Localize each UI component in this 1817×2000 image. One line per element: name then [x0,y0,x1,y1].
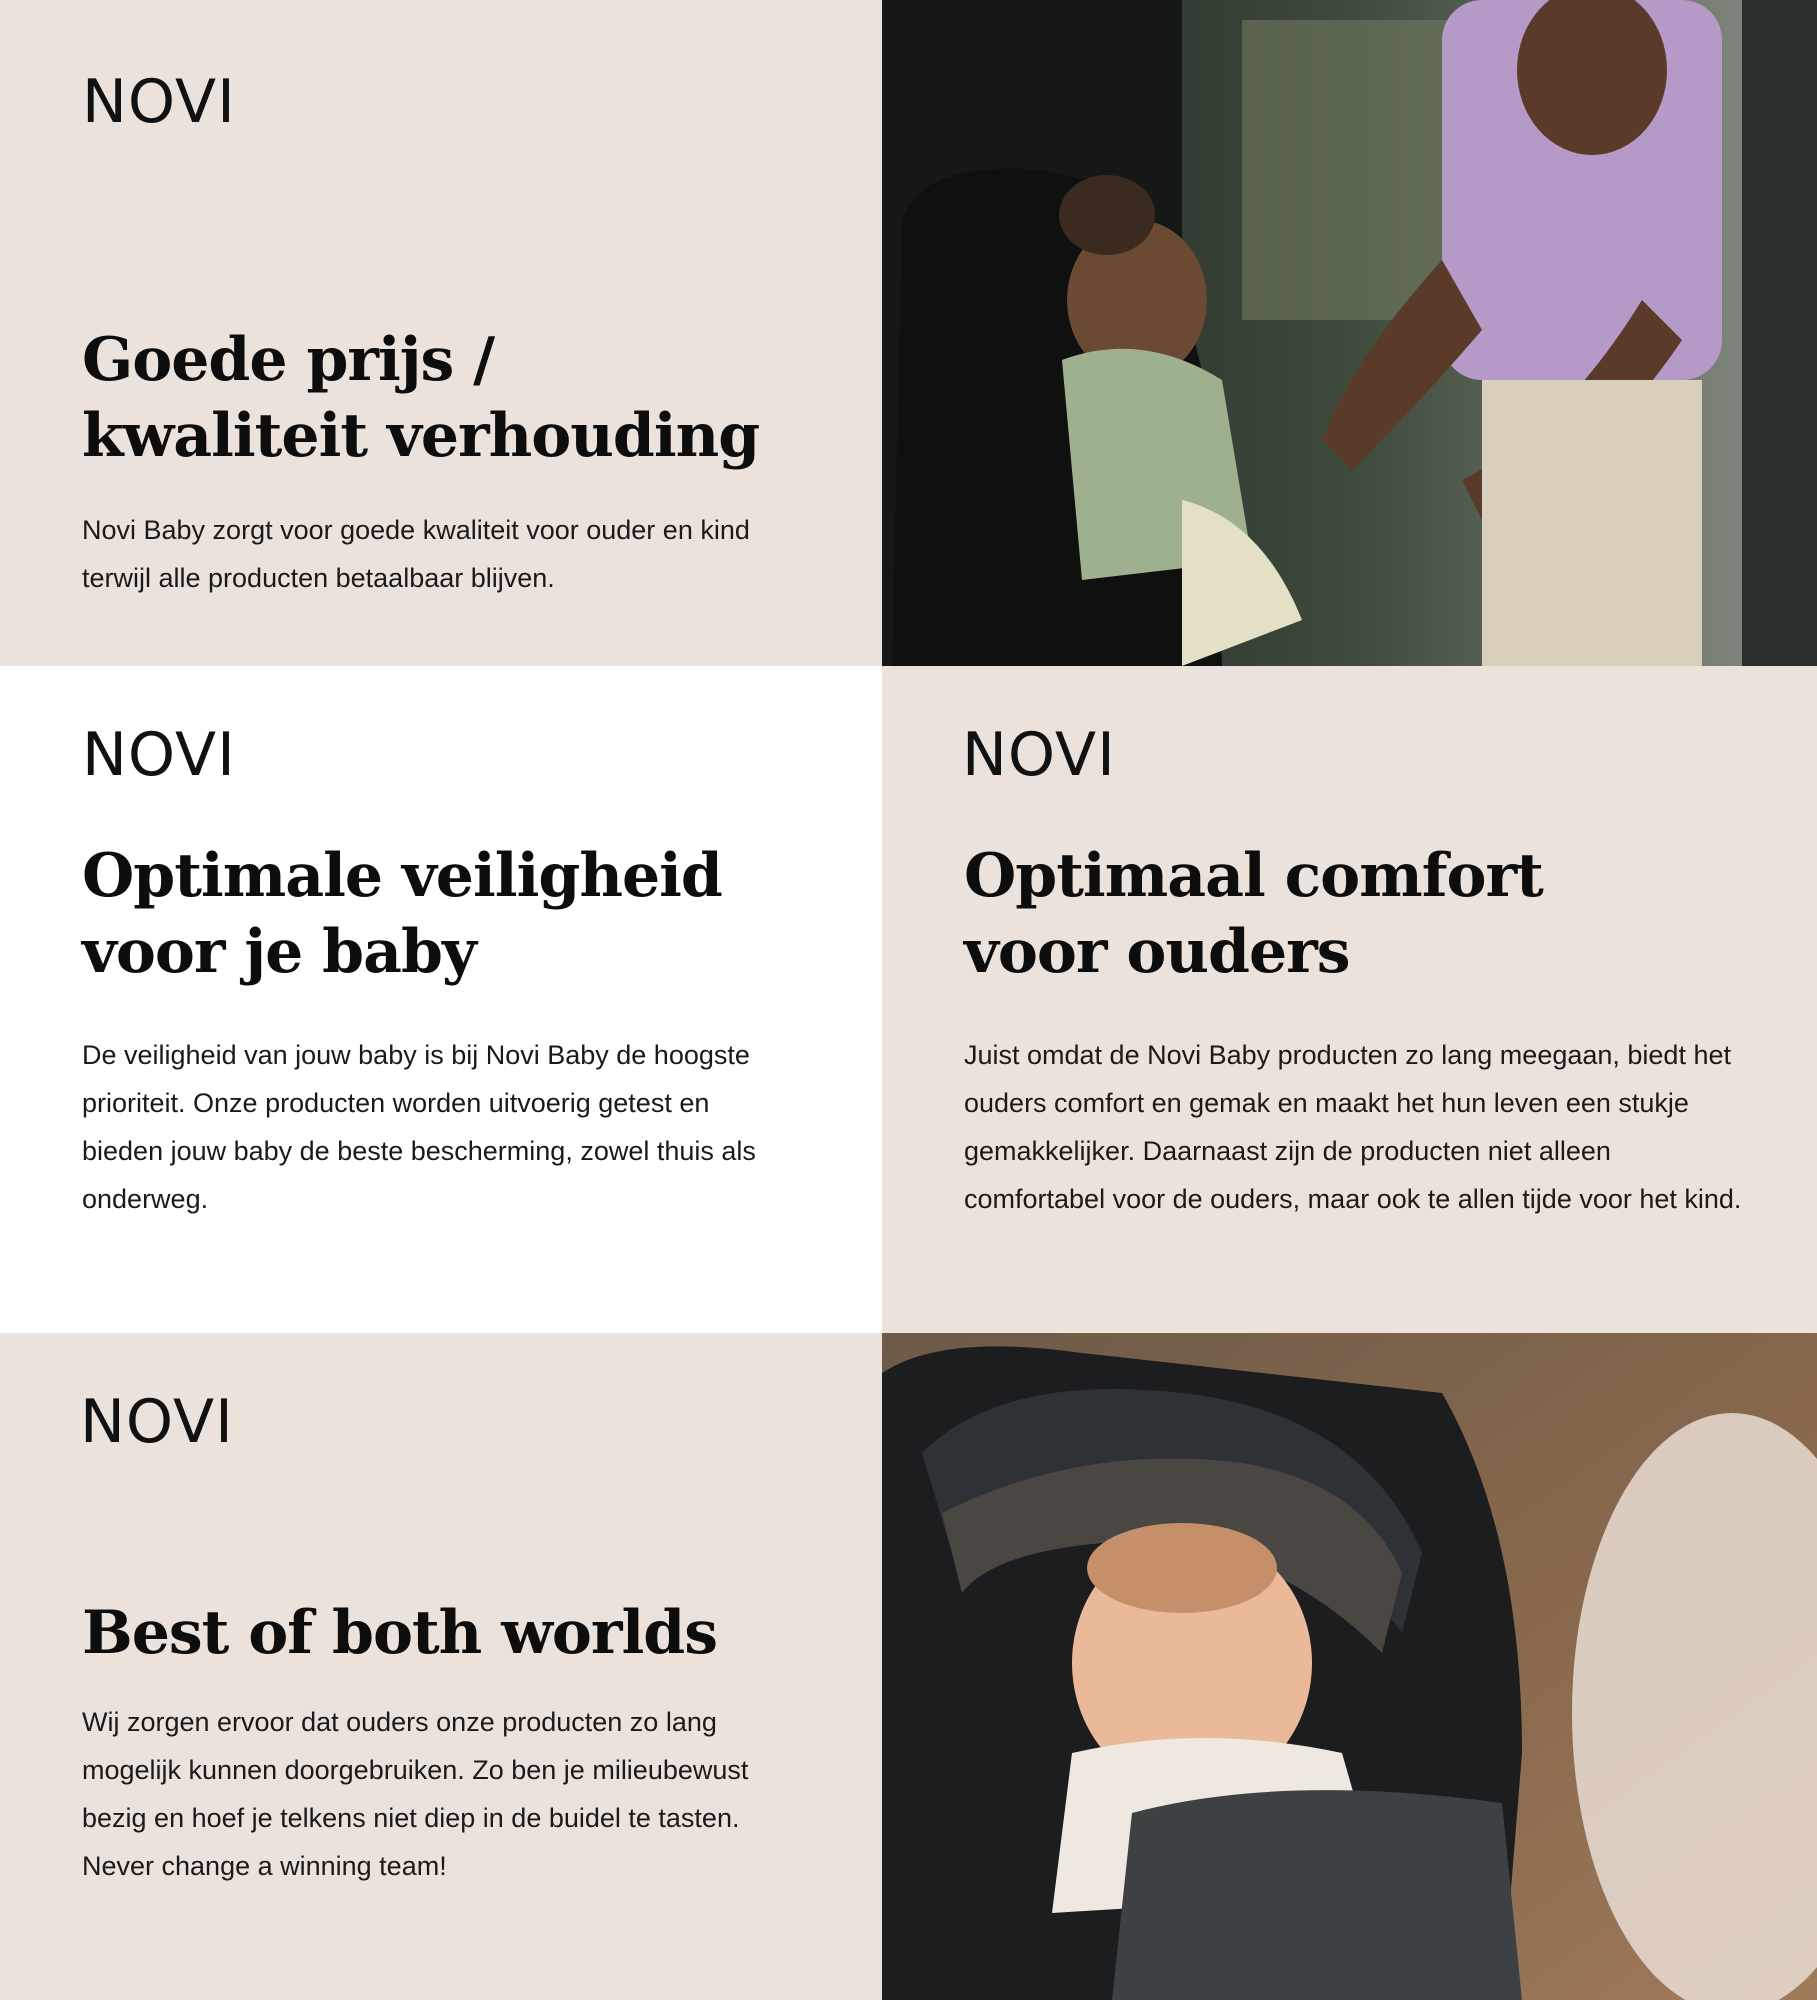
section-comfort [882,666,1817,1333]
novi-logo: NOVI [80,1387,234,1457]
car-seat-image [882,0,1817,666]
section-heading [82,838,722,990]
section-body: Juist omdat de Novi Baby producten zo lang meegaan, biedt het ouders comfort en gemak en maakt het hun leven een stukje gemakkelijker. Daarnaast zijn de producten niet alleen comfortabel voor de ouders, maar ook te allen tijde voor het kind. [964,1040,1742,1214]
heading-line: Goede prijs / [82,325,495,395]
heading-line: voor ouders [964,917,1350,987]
heading-line: kwaliteit verhouding [82,401,760,471]
section-price-quality [0,0,882,666]
section-body: Novi Baby zorgt voor goede kwaliteit voor ouder en kind terwijl alle producten betaalbaar blijven. [82,515,750,593]
novi-logo: NOVI [962,720,1116,790]
section-best-of-both [0,1333,882,2000]
novi-logo: NOVI [82,67,236,137]
section-safety [0,666,882,1333]
section-heading [82,322,759,474]
heading-line: Optimaal comfort [964,841,1543,911]
stroller-photo [882,1333,1817,2000]
heading-line: voor je baby [82,917,476,987]
section-body: Wij zorgen ervoor dat ouders onze producten zo lang mogelijk kunnen doorgebruiken. Zo ben je milieubewust bezig en hoef je telkens niet diep in de buidel te tasten. Never change a winning team! [82,1707,749,1881]
section-body: De veiligheid van jouw baby is bij Novi Baby de hoogste prioriteit. Onze producten worden uitvoerig getest en bieden jouw baby de beste bescherming, zowel thuis als onderweg. [82,1040,756,1214]
heading-line: Best of both worlds [82,1598,717,1668]
section-heading [82,1595,717,1671]
novi-logo: NOVI [82,720,236,790]
car-seat-photo [882,0,1817,666]
heading-line: Optimale veiligheid [82,841,722,911]
section-heading [964,838,1543,990]
stroller-image [882,1333,1817,2000]
